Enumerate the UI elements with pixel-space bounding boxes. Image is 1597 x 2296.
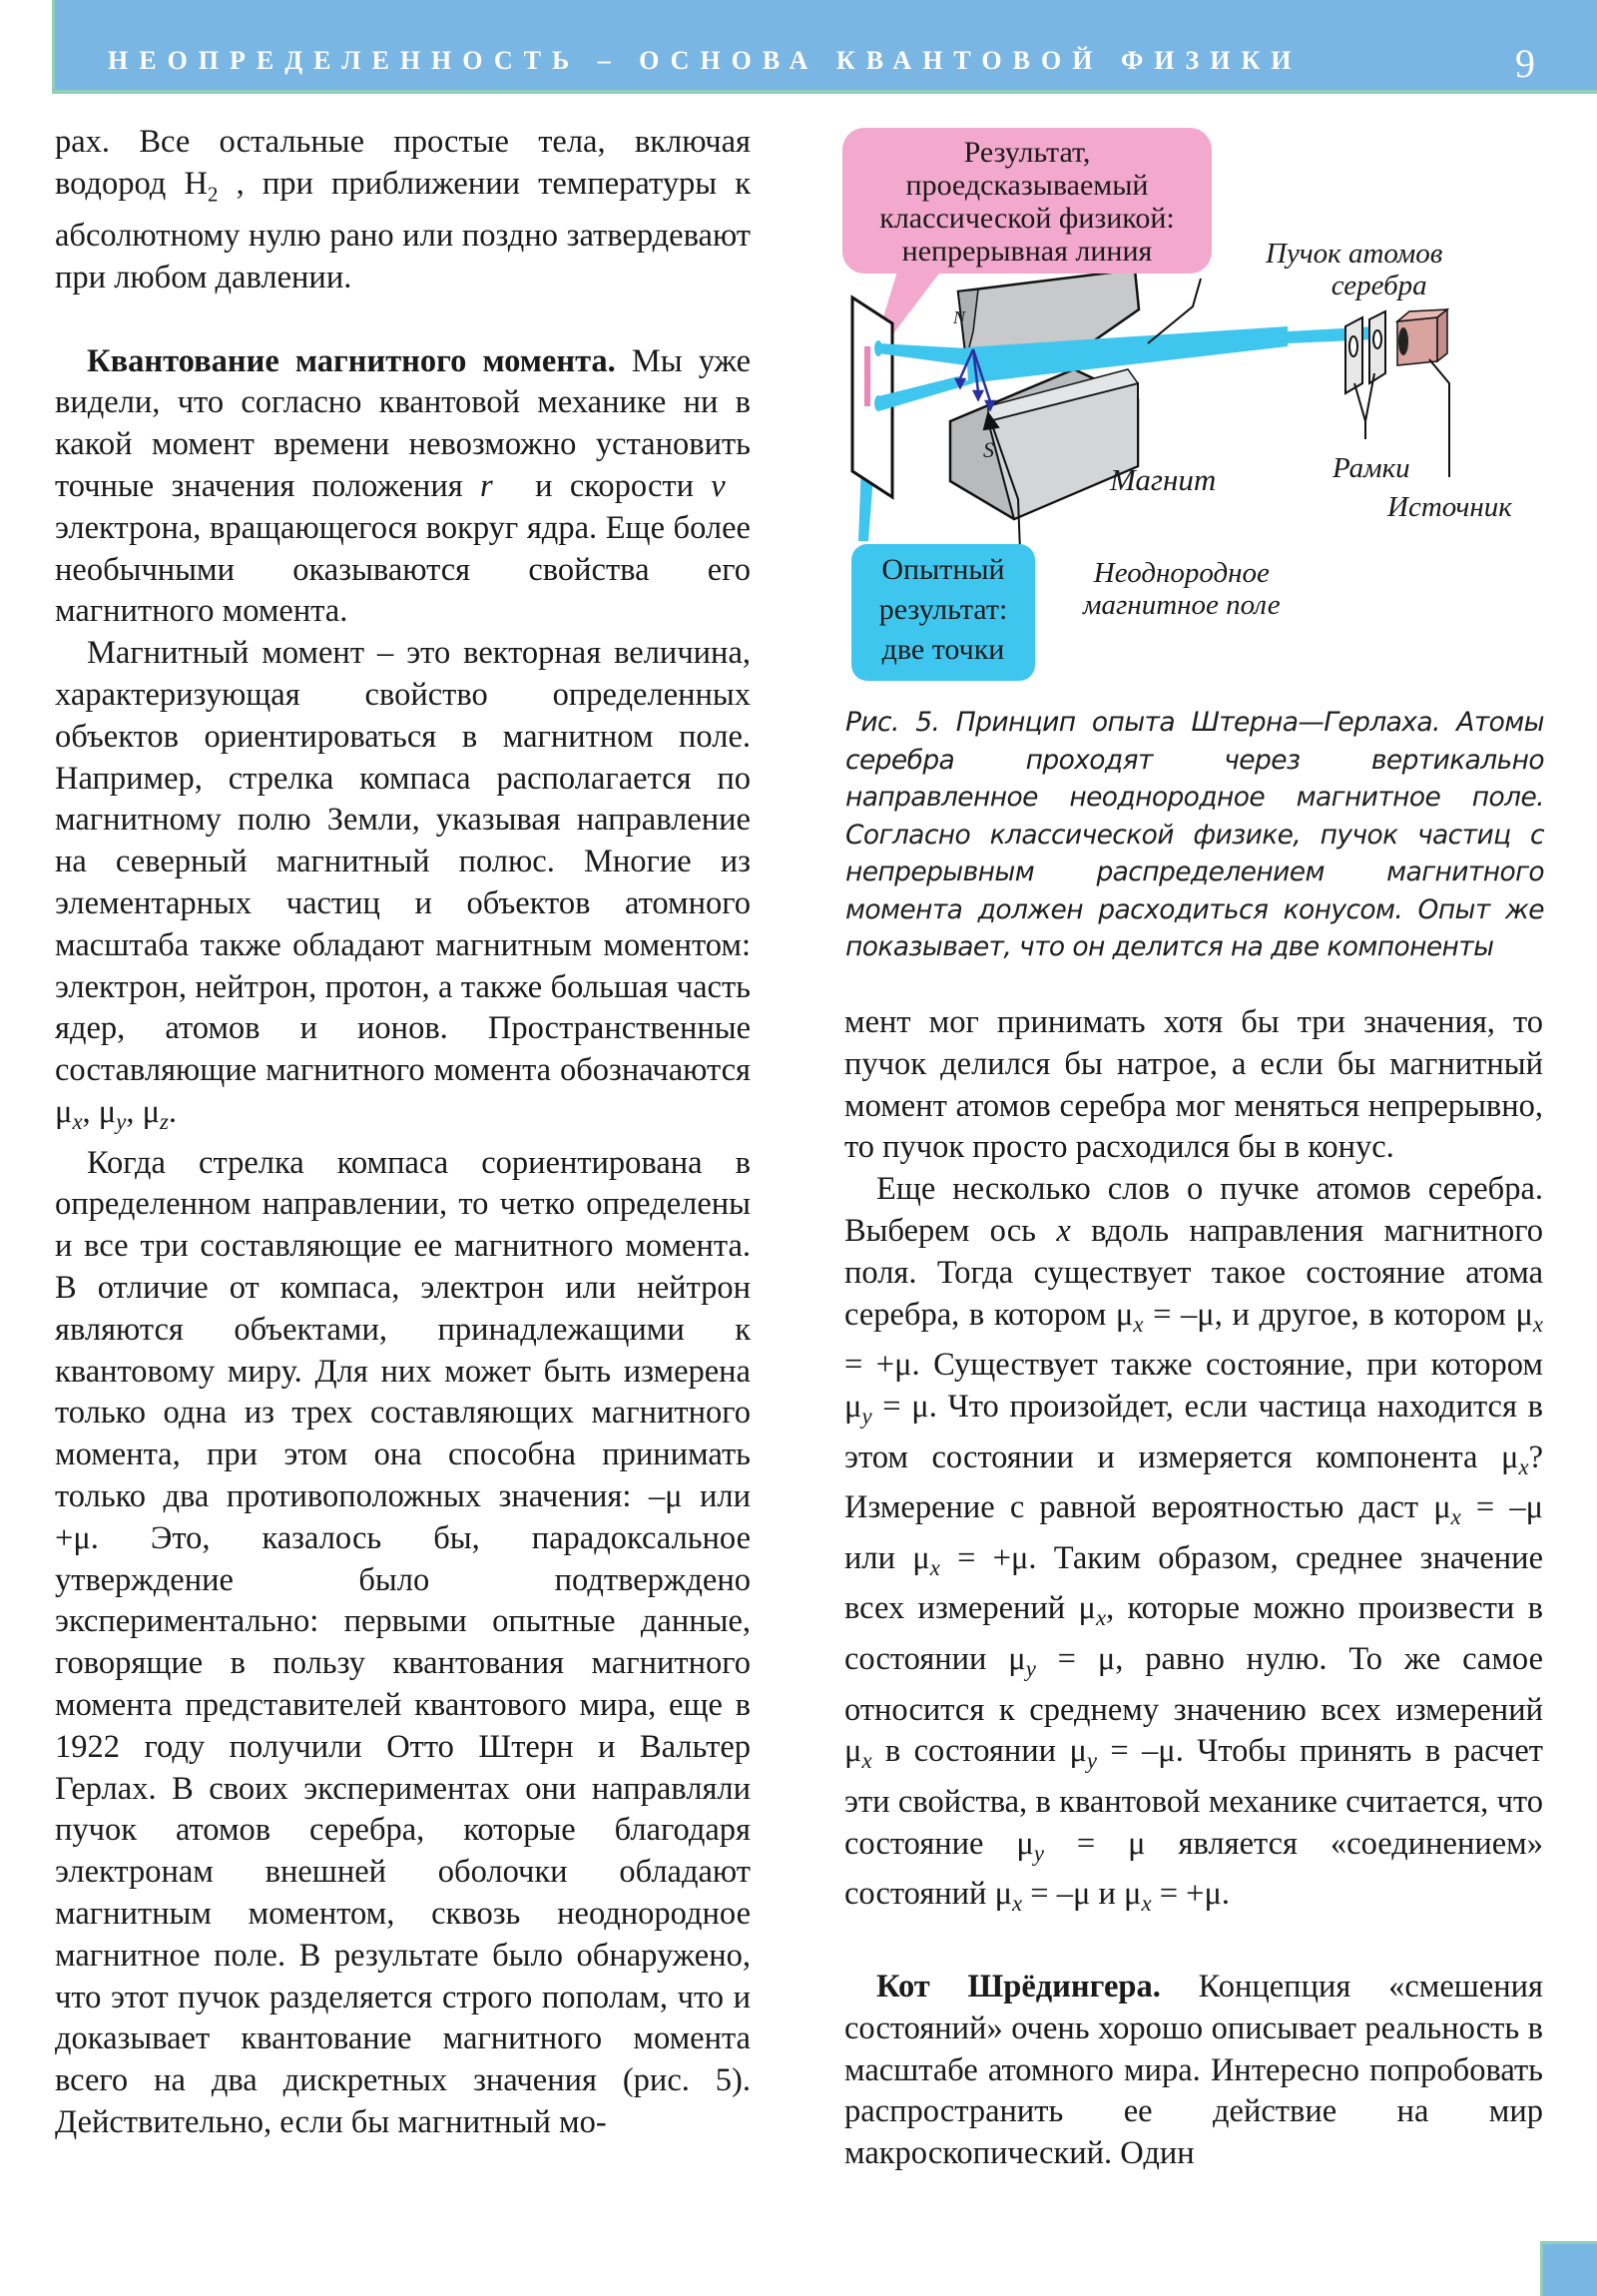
paragraph: Когда стрелка компаса сориентирована в определенном направлении, то четко определены и все три составляющие ее магнитного момента. В отличие от компаса, электрон или нейтрон являются объектами, принадлежащими к квантовому миру. Для них может быть измерена только одна из трех составляющих магнитного момента, при этом она способна принимать только два противоположных значения: –μ или +μ. Это, казалось бы, парадоксальное утверждение было подтверждено экспериментально: первыми опытные данные, говорящие в пользу квантования магнитного момента представителей квантового мира, еще в 1922 году получили Отто Штерн и Вальтер Герлах. В своих экспериментах они направляли пучок атомов серебра, которые благодаря электронам внешней оболочки обладают магнитным моментом, сквозь неоднородное магнитное поле. В результате было обнаружено, что этот пучок разделяется строго пополам, что и доказывает квантование магнитного момента всего на два дискретных значения (рис. 5). Действительно, если бы магнитный мо- xyxy=(55,1144,751,2140)
page-number: 9 xyxy=(1515,41,1535,86)
running-title: НЕОПРЕДЕЛЕННОСТЬ – ОСНОВА КВАНТОВОЙ ФИЗИКИ xyxy=(108,46,1303,75)
paragraph: мент мог принимать хотя бы три значения, то пучок делился бы натрое, а если бы магнитный момент атомов серебра мог меняться непрерывно, то пучок просто расходился бы в конус. xyxy=(844,1004,1543,1166)
south-pole-label: S xyxy=(983,437,994,462)
section-heading: Кот Шрёдингера. xyxy=(876,1969,1161,2006)
figure-caption: Рис. 5. Принцип опыта Штерна—Герлаха. Атомы серебра проходят через вертикально направленное неоднородное магнитное поле. Согласно классической физике, пучок частиц с непрерывным распределением магнитного момента должен расходиться конусом. Опыт же показывает, что он делится на две компоненты xyxy=(845,707,1544,962)
frames-label: Рамки xyxy=(1332,452,1410,484)
section-heading: Квантование магнитного момента. xyxy=(87,342,616,379)
field-label: Неоднородное магнитное поле xyxy=(1083,557,1281,621)
paragraph: Кот Шрёдингера. Концепция «смешения состояний» очень хорошо описывает реальность в масштабе атомного мира. Интересно попробовать распространить ее действие на мир макроскопический. Один xyxy=(844,1969,1543,2172)
right-column xyxy=(844,1002,1543,2175)
paragraph: Еще несколько слов о пучке атомов серебра. Выберем ось x вдоль направления магнитного поля. Тогда существует такое состояние атома серебра, в котором $\mu_x = -\mu$, и другое, в котором $\mu_x = +\mu$. Существует также состояние, при котором $\mu_y = \mu$. Что произойдет, если частица находится в этом состоянии и измеряется компонента $\mu_x$? Измерение с равной вероятностью даст $\mu_x = -\mu$ или $\mu_x = +\mu$. Таким образом, среднее значение всех измерений $\mu_x$, которые можно произвести в состоянии $\mu_y = \mu$, равно нулю. То же самое относится к среднему значению всех измерений $\mu_x$ в состоянии $\mu_y = -\mu$. Чтобы принять в расчет эти свойства, в квантовой механике считается, что состояние $\mu_y = \mu$ является «соединением» состояний $\mu_x = -\mu$ и $\mu_x = +\mu$. xyxy=(844,1171,1544,1917)
experimental-result-callout: Опытный результат: две точки xyxy=(851,544,1035,681)
paragraph: рах. Все остальные простые тела, включая водород $H_2$ , при приближении температуры к абсолютному нулю рано или поздно затвердевают при любом давлении. xyxy=(55,124,751,295)
paragraph: Квантование магнитного момента. Мы уже видели, что согласно квантовой механике ни в какой момент времени невозможно установить точные значения положения r⃗ и скорости v⃗ электрона, вращающегося вокруг ядра. Еще более необычными оказываются свойства его магнитного момента. xyxy=(55,342,751,630)
page-corner-tab xyxy=(1540,2241,1597,2296)
left-column xyxy=(55,122,751,2144)
source-label: Источник xyxy=(1387,491,1512,523)
magnet-label: Магнит xyxy=(1110,462,1217,497)
beam-label: Пучок атомов серебра xyxy=(1266,238,1443,301)
classical-prediction-callout: Результат, проедсказываемый классической физикой: непрерывная линия xyxy=(842,128,1212,274)
paragraph: Магнитный момент – это векторная величина, характеризующая свойство определенных объектов ориентироваться в магнитном поле. Например, стрелка компаса располагается по магнитному полю Земли, указывая направление на северный магнитный полюс. Многие из элементарных частиц и объектов атомного масштаба также обладают магнитным моментом: электрон, нейтрон, протон, а также большая часть ядер, атомов и ионов. Пространственные составляющие магнитного момента обозначаются $\mu_x$, $\mu_y$, $\mu_z$. xyxy=(55,635,751,1134)
north-pole-label: N xyxy=(953,307,966,327)
